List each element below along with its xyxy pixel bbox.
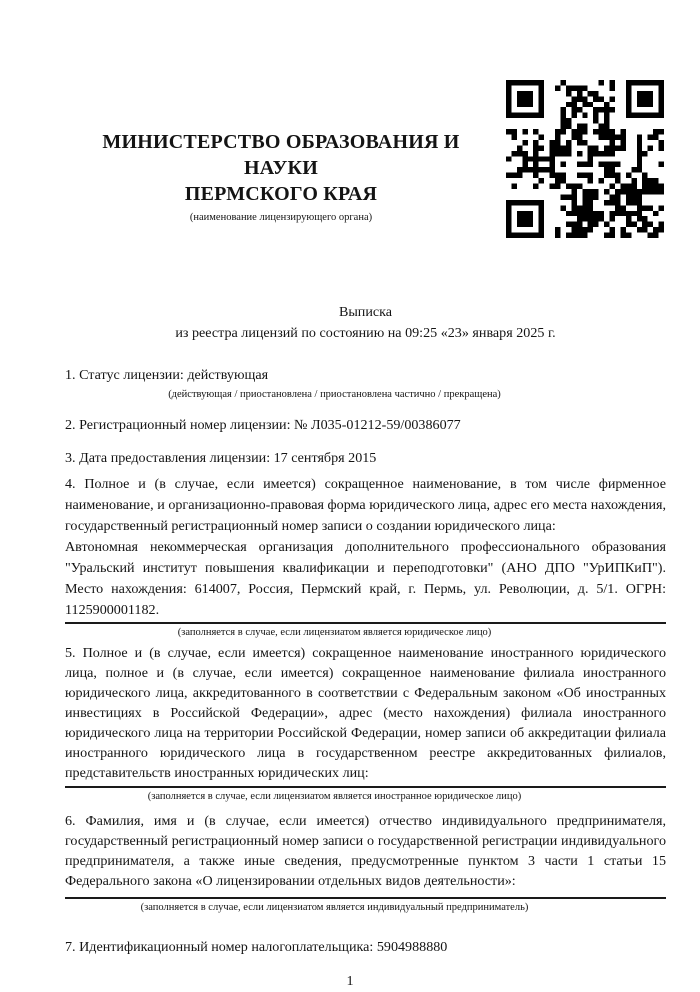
ministry-name	[63, 129, 499, 207]
grant-date-line: 3. Дата предоставления лицензии: 17 сентября 2015	[65, 450, 377, 466]
entrepreneur-question: 6. Фамилия, имя и (в случае, если имеется) отчество индивидуального предпринимателя, государственный регистрационный номер записи о государственной регистрации индивидуального предпринимателя, а также иные сведения, предусмотренные пунктом 3 части 1 статьи 15 Федерального закона «О лицензировании отдельных видов деятельности»:	[65, 813, 666, 889]
license-status-line: 1. Статус лицензии: действующая	[65, 367, 269, 383]
document-title	[65, 302, 666, 344]
foreign-entity-question: 5. Полное и (в случае, если имеется) сокращенное наименование иностранного юридического лица, полное и (в случае, если имеется) сокращенное наименование филиала иностранного юридического лица, аккредитованного в соответствии с Федеральным законом «Об иностранных инвестициях в Российской Федерации», адрес (место нахождения) филиала иностранного юридического лица на территории Российской Федерации, номер записи об аккредитации филиала иностранного юридического лица в государственном реестре аккредитованных филиалов, представительств иностранных юридических лиц:	[65, 645, 666, 781]
entrepreneur-answer-blank	[65, 891, 666, 899]
foreign-entity-answer-blank	[65, 783, 666, 788]
page-number: 1	[346, 973, 354, 989]
qr-code-icon	[506, 80, 664, 238]
status-variants-caption: (действующая / приостановлена / приостановлена частично / прекращена)	[168, 389, 501, 400]
licensing-authority-block	[63, 129, 499, 224]
page-footer	[65, 971, 666, 992]
legal-entity-answer: Автономная некоммерческая организация дополнительного профессионального образования "Уральский институт повышения квалификации и переподготовки" (АНО ДПО "УрИПКиП"). Место нахождения: 614007, Россия, Пермский край, г. Пермь, ул. Революции, д. 5/1. ОГРН: 1125900001182.	[65, 537, 666, 624]
foreign-entity-caption: (заполняется в случае, если лицензиатом является иностранное юридическое лицо)	[147, 791, 522, 802]
legal-entity-question: 4. Полное и (в случае, если имеется) сокращенное наименование, в том числе фирменное наименование, и организационно-правовая форма юридического лица, адрес его места нахождения, государственный регистрационный номер записи о создании юридического лица:	[65, 476, 666, 534]
entrepreneur-caption: (заполняется в случае, если лицензиатом является индивидуальный предприниматель)	[140, 902, 529, 913]
taxpayer-number-line: 7. Идентификационный номер налогоплательщика: 5904988880	[65, 939, 448, 955]
title-line-2: из реестра лицензий по состоянию на 09:25 «23» января 2025 г.	[175, 325, 556, 341]
registration-number-line: 2. Регистрационный номер лицензии: № Л035-01212-59/00386077	[65, 417, 461, 433]
ministry-caption: (наименование лицензирующего органа)	[189, 212, 373, 223]
legal-entity-caption: (заполняется в случае, если лицензиатом является юридическое лицо)	[177, 627, 492, 638]
ministry-name-line2: ПЕРМСКОГО КРАЯ	[184, 183, 378, 205]
title-line-1: Выписка	[338, 304, 393, 320]
document-header	[65, 0, 666, 302]
ministry-name-line1: МИНИСТЕРСТВО ОБРАЗОВАНИЯ И НАУКИ	[102, 131, 460, 179]
